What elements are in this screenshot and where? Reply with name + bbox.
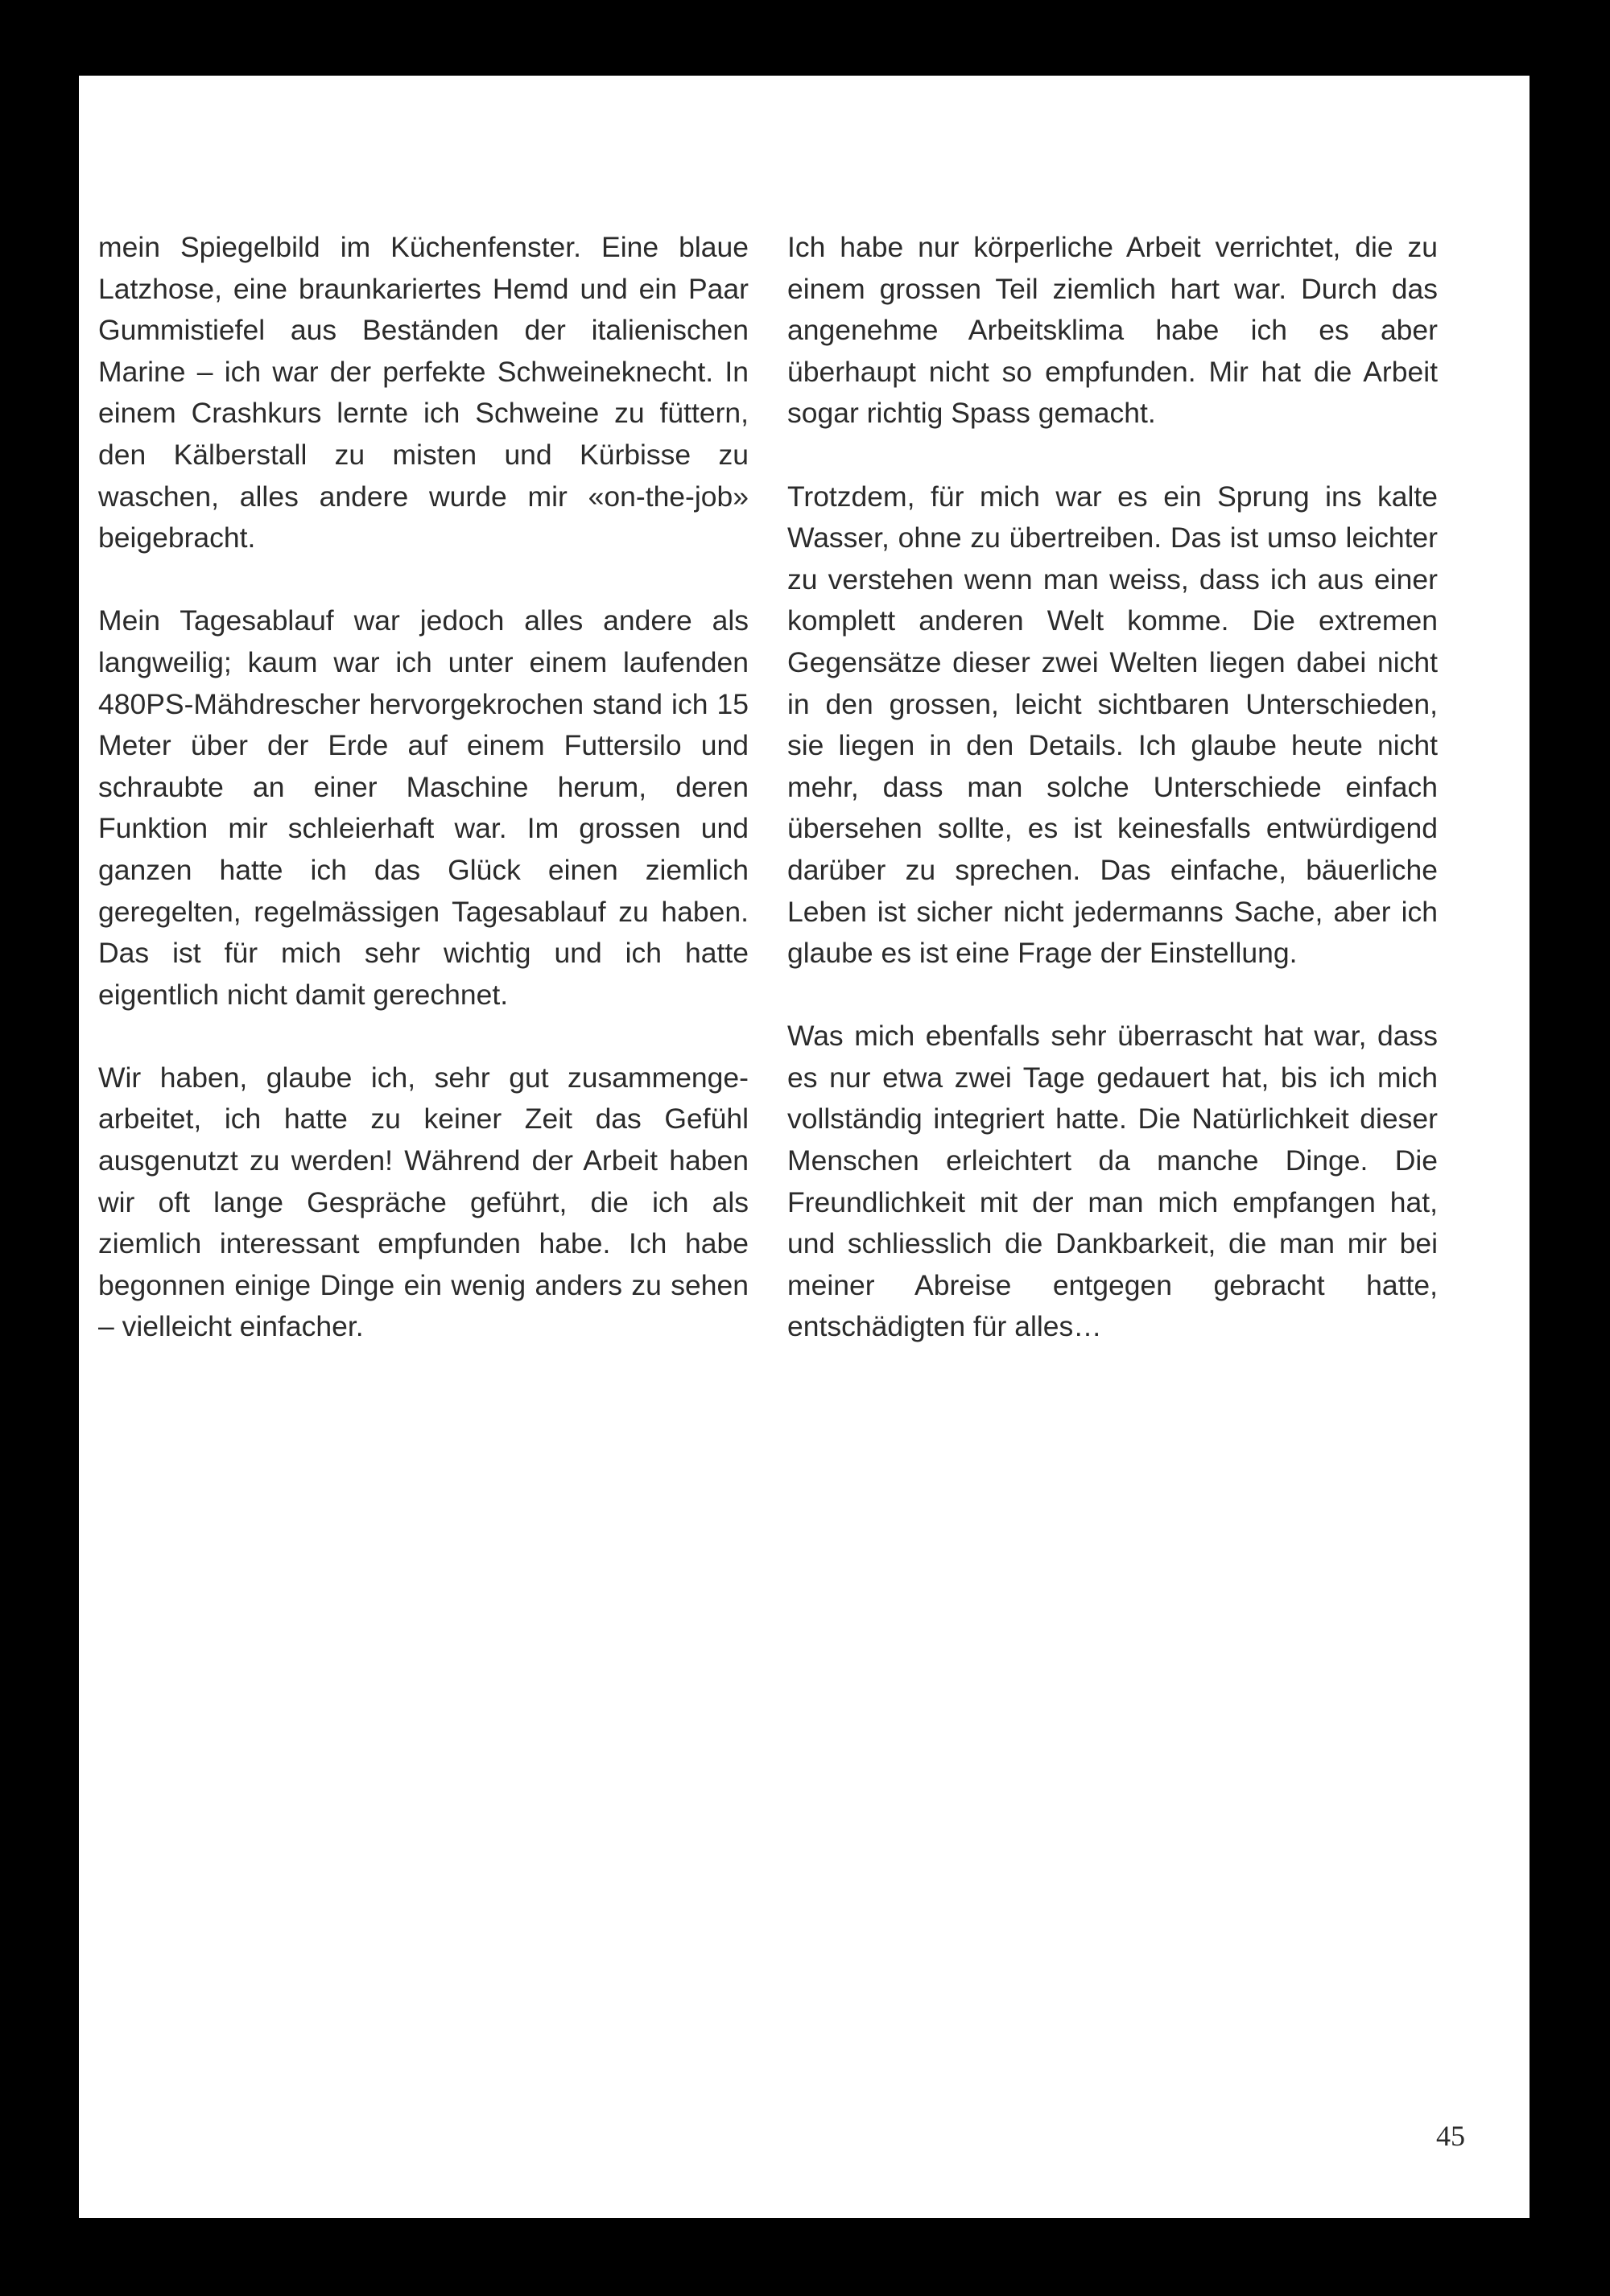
right-paragraph-1: Ich habe nur körperliche Arbeit verrichtet, die zu einem grossen Teil ziemlich hart war. Durch das angenehme Arbeitsklima habe ich es aber überhaupt nicht so empfunden. Mir hat die Arbeit sogar richtig Spass gemacht. (787, 231, 1438, 430)
right-paragraph-2: Trotzdem, für mich war es ein Sprung ins kalte Wasser, ohne zu übertreiben. Das ist umso leichter zu verstehen wenn man weiss, dass ich aus einer komplett anderen Welt komme. Die extremen Gegensätze dieser zwei Welten liegen dabei nicht in den grossen, leicht sichtbaren Unterschieden, sie liegen in den Details. Ich glaube heute nicht mehr, dass man solche Unterschiede einfach übersehen sollte, es ist keinesfalls entwürdigend darüber zu sprechen. Das einfache, bäuerliche Leben ist sicher nicht jedermanns Sache, aber ich glaube es ist eine Frage der Einstellung. (787, 480, 1438, 970)
right-text-column (787, 227, 1438, 1390)
left-paragraph-3: Wir haben, glaube ich, sehr gut zusammengearbeitet, ich hatte zu keiner Zeit das Gefühl ausgenutzt zu werden! Während der Arbeit haben wir oft lange Gespräche geführt, die ich als ziemlich interessant empfunden habe. Ich habe begonnen einige Dinge ein wenig anders zu sehen – vielleicht einfacher. (98, 1061, 749, 1343)
left-paragraph-1: mein Spiegelbild im Küchenfenster. Eine blaue Latzhose, eine braunkariertes Hemd und ein Paar Gummistiefel aus Beständen der italienischen Marine – ich war der perfekte Schweineknecht. In einem Crashkurs lernte ich Schweine zu füttern, den Kälberstall zu misten und Kürbisse zu waschen, alles andere wurde mir «on-the-job» beigebracht. (98, 231, 749, 554)
page-number: 45 (1436, 2120, 1465, 2152)
document-page (79, 76, 1530, 2218)
left-text-column (98, 227, 749, 1390)
right-paragraph-3: Was mich ebenfalls sehr überrascht hat war, dass es nur etwa zwei Tage gedauert hat, bis ich mich vollständig integriert hatte. Die Natürlichkeit dieser Menschen erleichtert da manche Dinge. Die Freundlichkeit mit der man mich empfangen hat, und schliesslich die Dankbarkeit, die man mir bei meiner Abreise entgegen gebracht hatte, entschädigten für alles… (787, 1020, 1438, 1343)
left-paragraph-2: Mein Tagesablauf war jedoch alles andere als langweilig; kaum war ich unter einem laufenden 480PS-Mähdrescher hervorgekrochen stand ich 15 Meter über der Erde auf einem Futtersilo und schraubte an einer Maschine herum, deren Funktion mir schleierhaft war. Im grossen und ganzen hatte ich das Glück einen ziemlich geregelten, regelmässigen Tagesablauf zu haben. Das ist für mich sehr wichtig und ich hatte eigentlich nicht damit gerechnet. (98, 604, 749, 1011)
